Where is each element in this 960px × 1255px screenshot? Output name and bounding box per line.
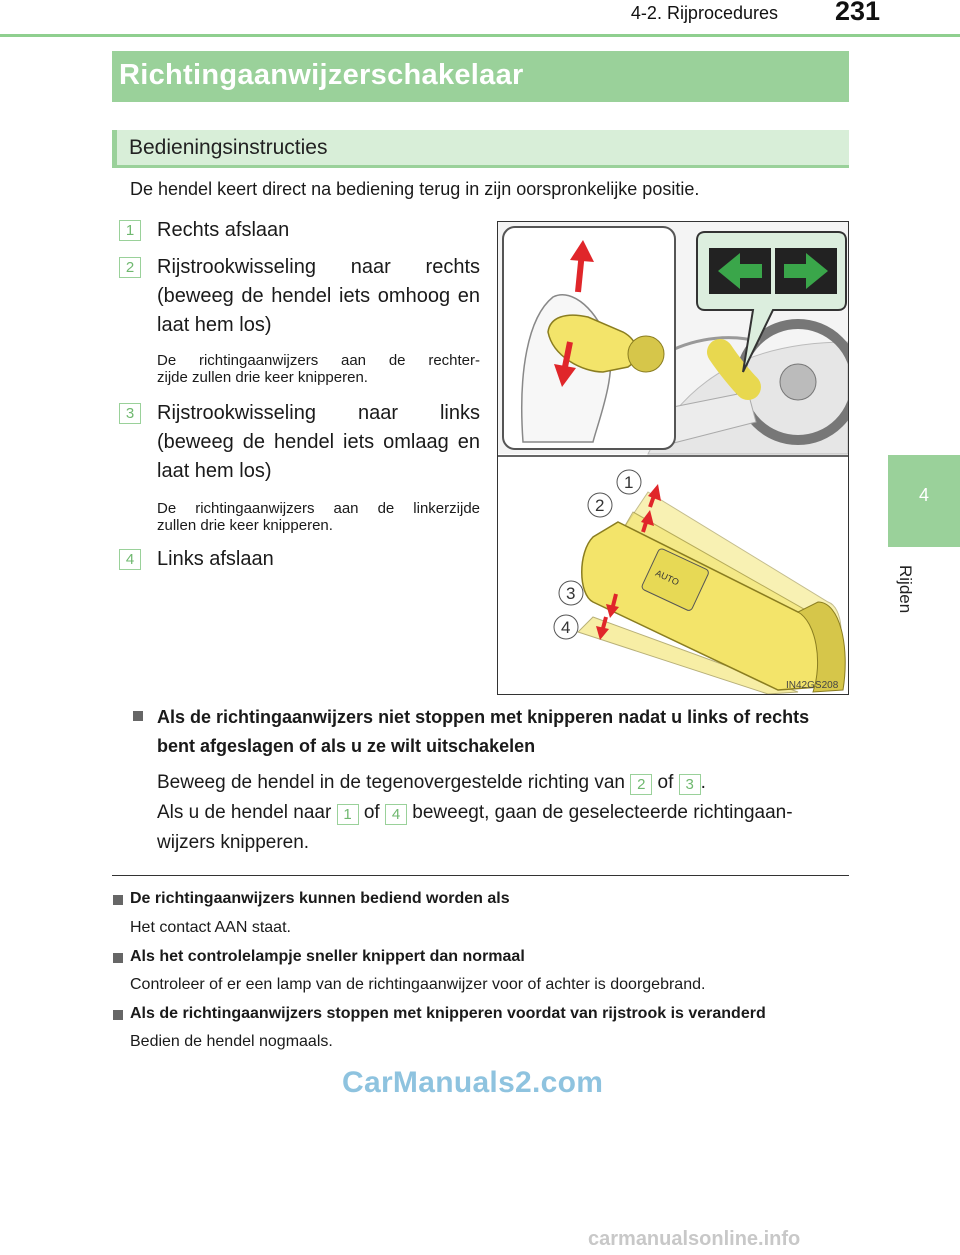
item-3-title xyxy=(157,399,480,486)
section-title: 4-2. Rijprocedures xyxy=(630,3,778,23)
bullet-line-1-text: Beweeg de hendel in de tegenovergestelde richting van xyxy=(157,772,625,793)
item-4-title xyxy=(157,545,480,574)
item-3-note-line-2: zullen drie keer knipperen. xyxy=(157,517,333,534)
item-number-1: 1 xyxy=(119,220,141,241)
figure-illustration xyxy=(498,222,848,694)
steering-hub xyxy=(780,364,816,400)
item-2-line-1: Rijstrookwisseling naar rechts xyxy=(157,256,480,278)
item-4-line-1: Links afslaan xyxy=(157,548,274,570)
item-3-line-3: laat hem los) xyxy=(157,460,272,482)
watermark-bottom: carmanualsonline.info xyxy=(588,1228,801,1250)
item-3-line-2: (beweeg de hendel iets omlaag en xyxy=(157,431,480,453)
bullet-heading-line-2: bent afgeslagen of als u ze wilt uitschakelen xyxy=(157,736,536,756)
ref-1: 1 xyxy=(337,804,359,825)
bullet-line-3: wijzers knipperen. xyxy=(157,832,310,853)
switch-label: AUTO xyxy=(653,567,681,588)
note-3-heading: Als de richtingaanwijzers stoppen met knipperen voordat van rijstrook is veranderd xyxy=(130,1005,766,1022)
bullet-line-2-of: of xyxy=(363,802,380,823)
page-number: 231 xyxy=(834,0,880,26)
item-2-line-2: (beweeg de hendel iets omhoog en xyxy=(157,285,480,307)
note-3-bullet xyxy=(113,1010,123,1020)
bullet-line-1-end: . xyxy=(700,772,706,793)
note-2-heading: Als het controlelampje sneller knippert dan normaal xyxy=(130,948,525,965)
bullet-line-1-of: of xyxy=(657,772,674,793)
callout-2: 2 xyxy=(595,496,605,515)
bullet-line-2 xyxy=(157,798,850,828)
ref-2: 2 xyxy=(630,774,652,795)
item-2-note xyxy=(157,352,480,386)
item-number-3: 3 xyxy=(119,403,141,424)
notes-separator xyxy=(112,875,849,876)
item-number-2: 2 xyxy=(119,257,141,278)
item-2-note-line-1: De richtingaanwijzers aan de rechter- xyxy=(157,352,480,369)
page-title-bar xyxy=(112,51,849,102)
bullet-line-2-text: Als u de hendel naar xyxy=(157,802,332,823)
item-3-line-1: Rijstrookwisseling naar links xyxy=(157,402,480,424)
note-2-text: Controleer of er een lamp van de richtingaanwijzer voor of achter is doorgebrand. xyxy=(130,976,706,993)
chapter-number: 4 xyxy=(918,485,929,505)
watermark-top: CarManuals2.com xyxy=(342,1066,604,1099)
item-2-note-line-2: zijde zullen drie keer knipperen. xyxy=(157,369,368,386)
subtitle-bar xyxy=(112,130,849,168)
item-number-4: 4 xyxy=(119,549,141,570)
item-2-line-3: laat hem los) xyxy=(157,314,272,336)
note-1-text: Het contact AAN staat. xyxy=(130,919,291,936)
item-2-title xyxy=(157,253,480,340)
subtitle: Bedieningsinstructies xyxy=(129,136,328,159)
chapter-label xyxy=(895,565,923,615)
note-1-heading: De richtingaanwijzers kunnen bediend worden als xyxy=(130,890,510,907)
callout-4: 4 xyxy=(561,618,571,637)
note-1-bullet xyxy=(113,895,123,905)
turn-signal-figure xyxy=(497,221,849,695)
item-1-line-1: Rechts afslaan xyxy=(157,219,290,241)
item-1-title xyxy=(157,216,480,245)
bullet-line-1 xyxy=(157,768,850,798)
chapter-label-text: Rijden xyxy=(896,565,915,614)
item-3-note xyxy=(157,500,480,534)
note-3-text: Bedien de hendel nogmaals. xyxy=(130,1033,333,1050)
item-3-note-line-1: De richtingaanwijzers aan de linkerzijde xyxy=(157,500,480,517)
lever-base xyxy=(628,336,664,372)
callout-1: 1 xyxy=(624,473,634,492)
bullet-line-2-post: beweegt, gaan de geselecteerde richtingaan- xyxy=(412,802,793,823)
ref-4: 4 xyxy=(385,804,407,825)
figure-code: IN42GS208 xyxy=(786,680,839,691)
header-divider xyxy=(0,34,960,37)
bullet-heading-line-1: Als de richtingaanwijzers niet stoppen met knipperen nadat u links of rechts xyxy=(157,707,810,727)
bullet-heading xyxy=(157,703,850,761)
page-title: Richtingaanwijzerschakelaar xyxy=(119,59,524,91)
intro-text: De hendel keert direct na bediening terug in zijn oorspronkelijke positie. xyxy=(130,179,700,199)
note-2-bullet xyxy=(113,953,123,963)
callout-3: 3 xyxy=(566,584,576,603)
ref-3: 3 xyxy=(679,774,701,795)
bullet-square xyxy=(133,711,143,721)
